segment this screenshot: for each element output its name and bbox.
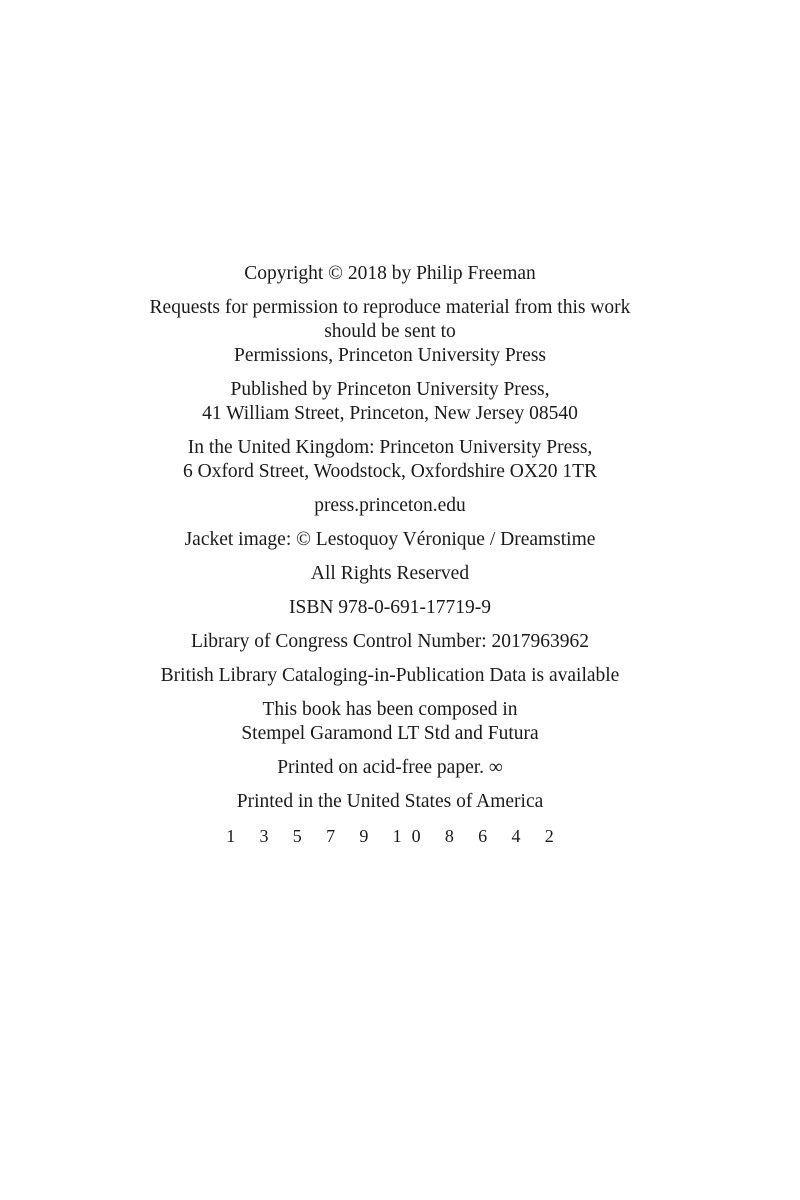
website-line: press.princeton.edu [314,495,466,516]
permissions-notice [0,296,780,368]
uk-publisher-line-2: 6 Oxford Street, Woodstock, Oxfordshire OX20 1TR [182,461,597,482]
paper-note [0,756,780,780]
british-library-line: British Library Cataloging-in-Publication Data is available [160,665,620,686]
publisher-address [0,378,780,426]
copyright-block [0,262,780,858]
printed-in-line: Printed in the United States of America [236,791,544,812]
jacket-image-credit [0,528,780,552]
permissions-line-1: Requests for permission to reproduce material from this work [149,297,631,318]
rights-line: All Rights Reserved [310,563,470,584]
print-line [0,824,780,848]
permissions-line-3: Permissions, Princeton University Press [234,345,546,366]
copyright-line: Copyright © 2018 by Philip Freeman [244,263,536,284]
british-library-note [0,664,780,688]
printer-key-numbers: 1 3 5 7 9 10 8 6 4 2 [226,826,564,846]
permissions-line-2: should be sent to [324,321,456,342]
composition-line-2: Stempel Garamond LT Std and Futura [241,723,539,744]
uk-publisher-address [0,436,780,484]
copyright-notice [0,262,780,286]
loc-control-number [0,630,780,654]
publisher-line-2: 41 William Street, Princeton, New Jersey 08540 [202,403,578,424]
composition-note [0,698,780,746]
isbn [0,596,780,620]
paper-line: Printed on acid-free paper. ∞ [277,757,503,778]
composition-line-1: This book has been composed in [262,699,518,720]
uk-publisher-line-1: In the United Kingdom: Princeton University Press, [187,437,593,458]
loc-line: Library of Congress Control Number: 2017963962 [190,631,590,652]
publisher-line-1: Published by Princeton University Press, [230,379,550,400]
isbn-line: ISBN 978-0-691-17719-9 [288,597,492,618]
printed-in-note [0,790,780,814]
jacket-image-line: Jacket image: © Lestoquoy Véronique / Dreamstime [184,529,596,550]
publisher-website [0,494,780,518]
rights-statement [0,562,780,586]
